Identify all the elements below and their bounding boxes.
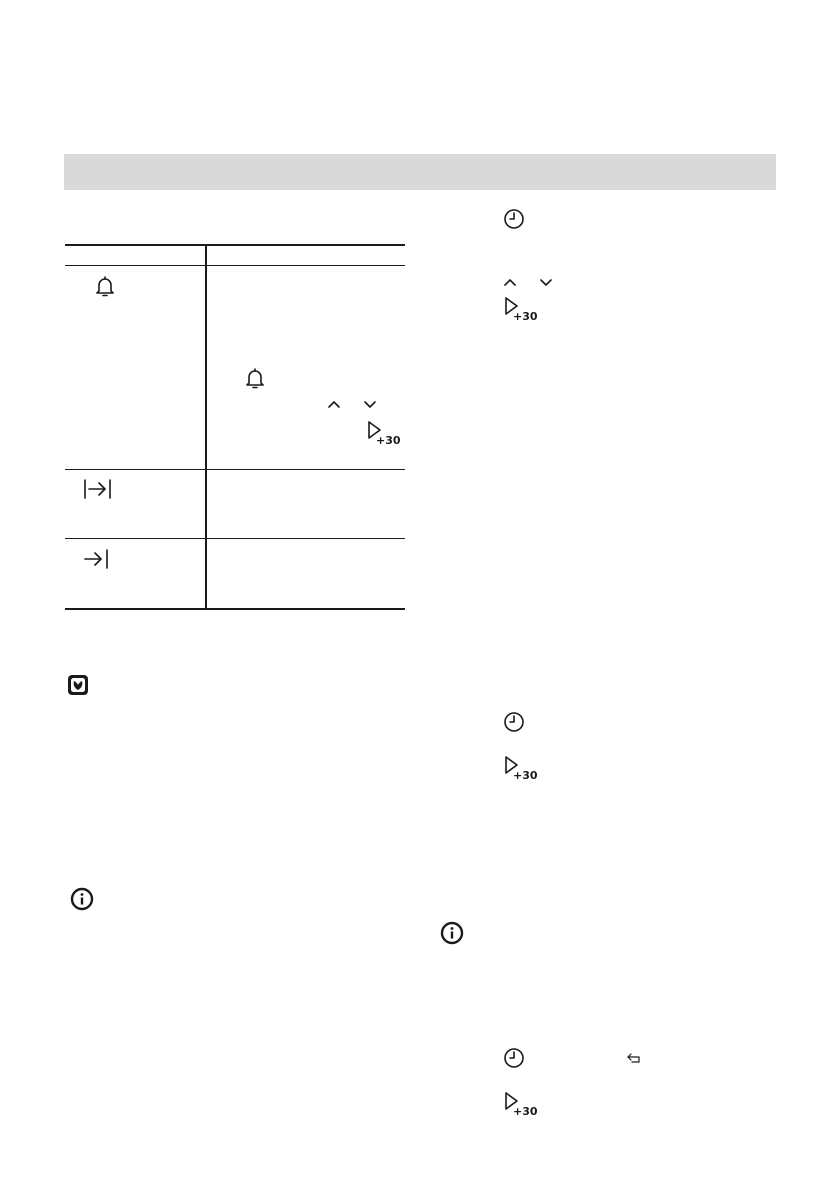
chevron-down-icon — [363, 399, 377, 409]
function-table — [65, 244, 405, 610]
back-icon — [627, 1052, 641, 1064]
table-column-divider — [205, 244, 207, 610]
svg-text:+30: +30 — [513, 769, 538, 782]
info-icon — [440, 921, 464, 945]
clock-icon — [503, 208, 525, 230]
duration-icon — [83, 478, 113, 500]
bell-icon — [95, 276, 115, 298]
section-header-bar — [64, 154, 776, 190]
chevron-up-icon — [327, 399, 341, 409]
svg-text:+30: +30 — [376, 434, 401, 447]
eco-icon — [67, 674, 89, 696]
svg-text:+30: +30 — [513, 310, 538, 323]
chevron-up-icon — [503, 277, 517, 287]
clock-icon — [503, 711, 525, 733]
end-time-icon — [83, 548, 111, 570]
svg-text:+30: +30 — [513, 1105, 538, 1118]
info-icon — [70, 887, 94, 911]
chevron-down-icon — [539, 277, 553, 287]
start-plus30-icon — [367, 420, 407, 446]
bell-icon — [245, 368, 265, 390]
clock-icon — [503, 1047, 525, 1069]
table-row-minute-minder — [65, 266, 205, 469]
start-plus30-icon — [504, 755, 544, 781]
table-bottom-rule — [65, 608, 405, 610]
start-plus30-icon — [504, 296, 544, 322]
table-top-rule — [65, 244, 405, 246]
start-plus30-icon — [504, 1091, 544, 1117]
